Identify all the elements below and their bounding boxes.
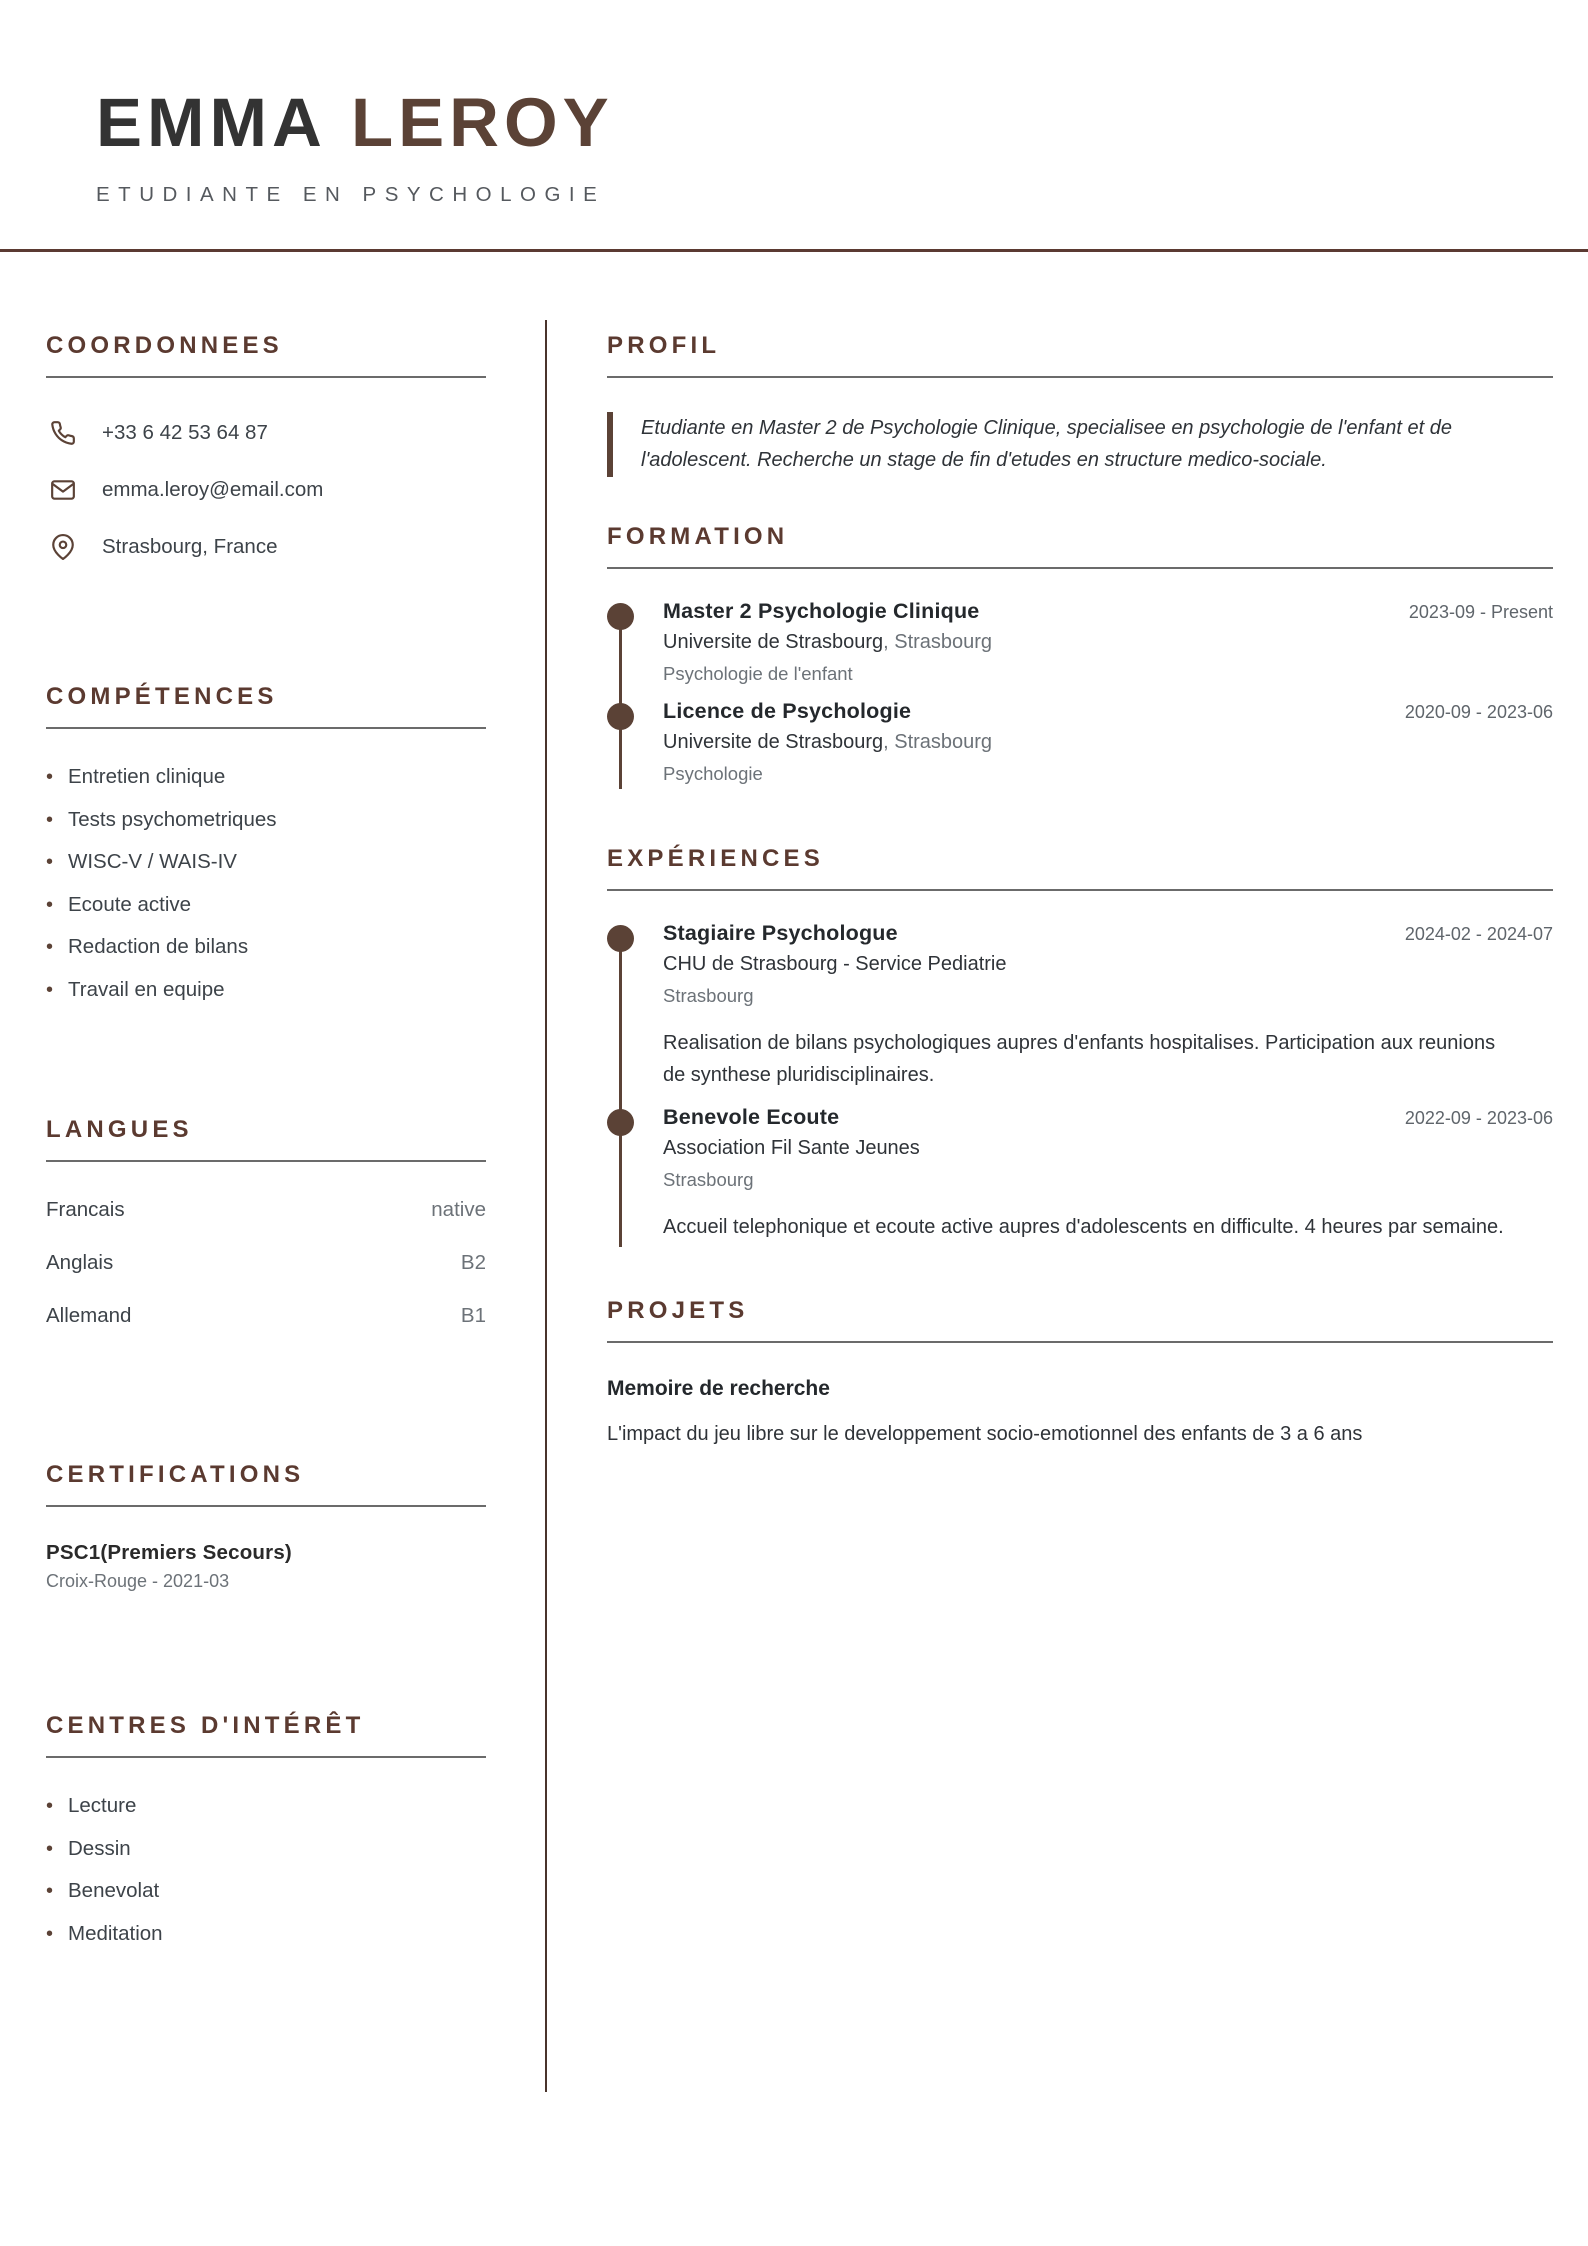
section-rule (607, 567, 1553, 569)
bullet-icon: • (46, 893, 54, 916)
section-title-profile: PROFIL (607, 332, 721, 359)
list-item (46, 935, 515, 959)
job-role: Stagiaire Psychologue (663, 920, 898, 945)
spacer (46, 1357, 515, 1461)
experience-entry (607, 1105, 1553, 1257)
profile-accent-bar (607, 412, 613, 477)
list-item (46, 1922, 515, 1946)
job-title: ETUDIANTE EN PSYCHOLOGIE (96, 183, 606, 206)
projects-list (607, 1377, 1553, 1450)
education-field: Psychologie de l'enfant (663, 662, 853, 684)
section-title-experience: EXPÉRIENCES (607, 844, 824, 872)
profile-block (607, 412, 1553, 477)
language-name: Allemand (46, 1304, 132, 1327)
timeline-dot-icon (607, 925, 634, 952)
contact-item-email[interactable] (46, 473, 515, 507)
section-interests (46, 1712, 515, 1946)
section-title-contact: COORDONNEES (46, 332, 283, 359)
experience-date: 2022-09 - 2023-06 (1404, 1107, 1553, 1128)
section-rule (46, 1160, 486, 1162)
education-field: Psychologie (663, 762, 763, 784)
project-description: L'impact du jeu libre sur le developpement socio-emotionnel des enfants de 3 a 6 ans (607, 1422, 1363, 1445)
section-rule (607, 376, 1553, 378)
last-name: LEROY (350, 84, 614, 161)
certifications-list (46, 1541, 515, 1592)
bullet-icon: • (46, 808, 54, 831)
resume-body (0, 252, 1588, 2246)
experience-entry-header (663, 921, 1553, 946)
section-languages (46, 1116, 515, 1328)
education-institution (663, 631, 1553, 654)
experience-entry-header (663, 1105, 1553, 1130)
main-column (547, 332, 1588, 2246)
experience-timeline (607, 921, 1553, 1257)
contact-item-phone[interactable] (46, 416, 515, 450)
education-entry-header (663, 699, 1553, 724)
company-name: CHU de Strasbourg - Service Pediatrie (663, 952, 1007, 975)
language-level: B1 (460, 1304, 486, 1327)
section-contact (46, 332, 515, 564)
education-date: 2020-09 - 2023-06 (1404, 701, 1553, 722)
section-education (607, 523, 1553, 799)
timeline-dot-icon (607, 703, 634, 730)
list-item (46, 850, 515, 874)
candidate-name (96, 84, 1588, 161)
experience-date: 2024-02 - 2024-07 (1404, 923, 1553, 944)
interests-list (46, 1794, 515, 1946)
spacer (607, 477, 1553, 523)
section-rule (607, 889, 1553, 891)
bullet-icon: • (46, 766, 54, 788)
list-item (46, 1251, 486, 1275)
skill-label: Ecoute active (68, 892, 192, 916)
certification-name: PSC1(Premiers Secours) (46, 1541, 292, 1564)
institution-location: , Strasbourg (883, 730, 993, 753)
bullet-icon: • (46, 1837, 54, 1860)
section-title-languages: LANGUES (46, 1116, 193, 1143)
location-pin-icon (46, 530, 80, 564)
spacer (607, 799, 1553, 845)
education-institution (663, 731, 1553, 754)
certification-meta: Croix-Rouge - 2021-03 (46, 1571, 230, 1591)
degree-title: Licence de Psychologie (663, 698, 912, 723)
list-item (46, 1879, 515, 1903)
list-item (46, 1304, 486, 1328)
interest-label: Dessin (68, 1836, 131, 1860)
timeline-dot-icon (607, 1109, 634, 1136)
contact-phone-value: +33 6 42 53 64 87 (102, 421, 268, 444)
contact-location-value: Strasbourg, France (102, 535, 278, 558)
education-entry-header (663, 599, 1553, 624)
degree-title: Master 2 Psychologie Clinique (663, 598, 980, 623)
spacer (46, 587, 515, 683)
skills-list (46, 765, 515, 1002)
skill-label: Tests psychometriques (68, 807, 277, 831)
job-role: Benevole Ecoute (663, 1104, 840, 1129)
experience-description: Accueil telephonique et ecoute active aupres d'adolescents en difficulte. 4 heures par semaine. (663, 1215, 1504, 1238)
section-projects (607, 1297, 1553, 1450)
skill-label: Travail en equipe (68, 977, 225, 1001)
institution-name: Universite de Strasbourg (663, 730, 884, 753)
section-title-certifications: CERTIFICATIONS (46, 1461, 305, 1488)
contact-email-value: emma.leroy@email.com (102, 478, 324, 501)
section-title-skills: COMPÉTENCES (46, 683, 278, 710)
language-name: Francais (46, 1198, 125, 1221)
institution-name: Universite de Strasbourg (663, 630, 884, 653)
bullet-icon: • (46, 1795, 54, 1817)
list-item (46, 1541, 515, 1592)
sidebar (0, 332, 545, 2246)
list-item (46, 1198, 486, 1222)
bullet-icon: • (46, 978, 54, 1001)
language-name: Anglais (46, 1251, 114, 1274)
list-item (46, 1837, 515, 1861)
envelope-icon (46, 473, 80, 507)
contact-list (46, 416, 515, 564)
section-skills (46, 683, 515, 1002)
experience-description: Realisation de bilans psychologiques aupres d'enfants hospitalises. Participation aux reunions de synthese pluridisciplinaires. (663, 1031, 1496, 1086)
spacer (46, 1608, 515, 1712)
education-date: 2023-09 - Present (1408, 601, 1553, 622)
section-rule (46, 727, 486, 729)
company-city: Strasbourg (663, 1168, 754, 1190)
spacer (46, 1020, 515, 1116)
interest-label: Benevolat (68, 1879, 160, 1902)
section-experience (607, 845, 1553, 1257)
company-name: Association Fil Sante Jeunes (663, 1136, 920, 1159)
section-rule (607, 1341, 1553, 1343)
skill-label: Redaction de bilans (68, 935, 249, 958)
skill-label: WISC-V / WAIS-IV (68, 850, 237, 873)
timeline-line (619, 935, 622, 1111)
bullet-icon: • (46, 936, 54, 958)
timeline-line (619, 1119, 622, 1247)
language-level: B2 (460, 1251, 486, 1274)
phone-icon (46, 416, 80, 450)
section-title-projects: PROJETS (607, 1296, 749, 1324)
profile-text: Etudiante en Master 2 de Psychologie Clinique, specialisee en psychologie de l'enfant et de l'adolescent. Recherche un stage de fin d'etudes en structure medico-sociale. (641, 417, 1453, 472)
bullet-icon: • (46, 851, 54, 873)
first-name: EMMA (96, 84, 327, 161)
timeline-dot-icon (607, 603, 634, 630)
interest-label: Lecture (68, 1794, 137, 1817)
list-item (46, 765, 515, 789)
list-item (46, 893, 515, 917)
bullet-icon: • (46, 1880, 54, 1902)
bullet-icon: • (46, 1922, 54, 1945)
education-entry (607, 699, 1553, 799)
section-title-interests: CENTRES D'INTÉRÊT (46, 1712, 365, 1739)
section-certifications (46, 1461, 515, 1592)
spacer (607, 1257, 1553, 1297)
list-item (46, 808, 515, 832)
contact-item-location[interactable] (46, 530, 515, 564)
company-city: Strasbourg (663, 984, 754, 1006)
education-timeline (607, 599, 1553, 799)
section-title-education: FORMATION (607, 522, 789, 550)
skill-label: Entretien clinique (68, 765, 226, 788)
resume-header (0, 0, 1588, 207)
interest-label: Meditation (68, 1921, 163, 1945)
education-entry (607, 599, 1553, 699)
section-rule (46, 376, 486, 378)
languages-list (46, 1198, 515, 1328)
list-item (46, 1794, 515, 1818)
project-entry (607, 1377, 1553, 1450)
list-item (46, 978, 515, 1002)
project-name: Memoire de recherche (607, 1376, 830, 1400)
institution-location: , Strasbourg (883, 630, 993, 653)
section-rule (46, 1756, 486, 1758)
language-level: native (431, 1198, 486, 1221)
experience-entry (607, 921, 1553, 1105)
section-rule (46, 1505, 486, 1507)
section-profile (607, 332, 1553, 477)
